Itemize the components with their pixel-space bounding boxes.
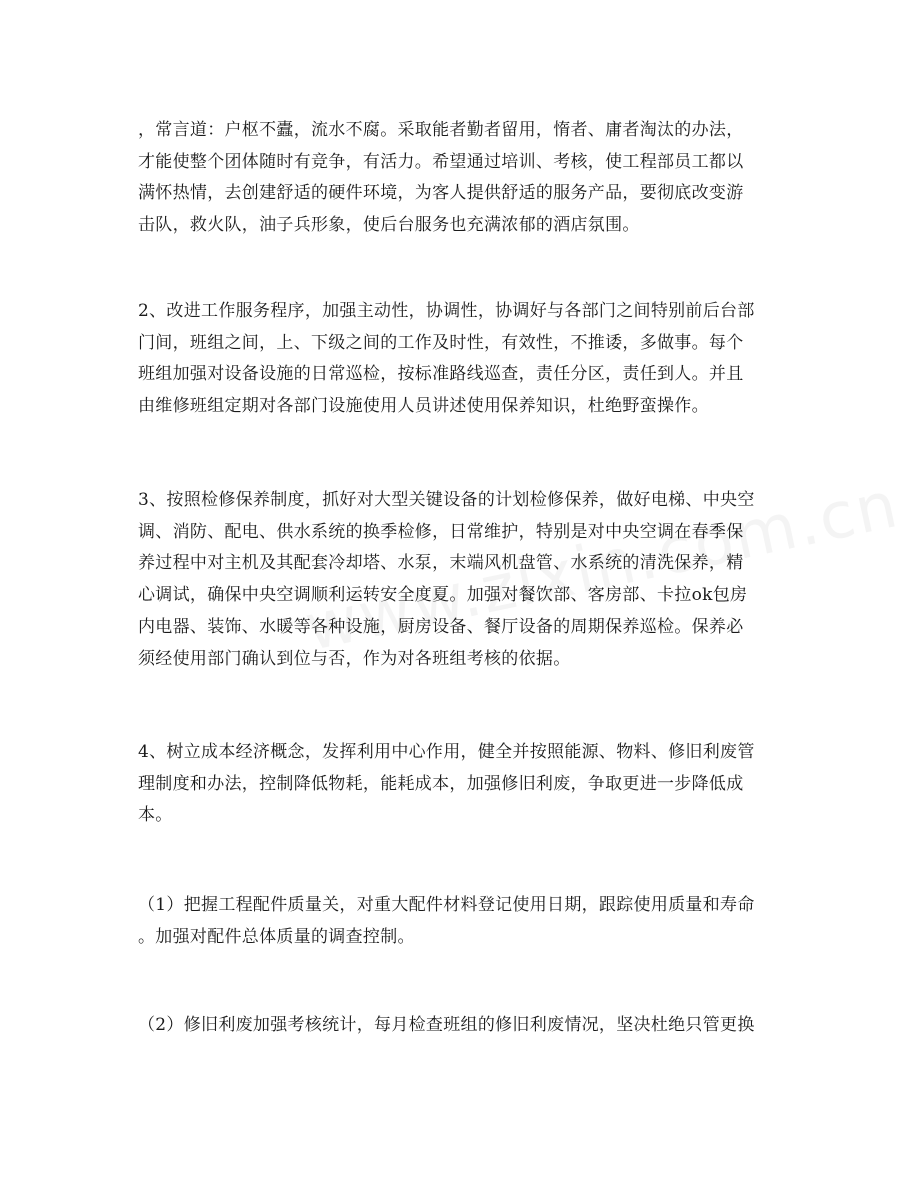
paragraph-item-3 [138, 485, 788, 675]
text-line: 由维修班组定期对各部门设施使用人员讲述使用保养知识，杜绝野蛮操作。 [138, 396, 709, 417]
text-line: 门间，班组之间，上、下级之间的工作及时性，有效性，不推诿，多做事。每个 [138, 332, 744, 353]
text-line: 。加强对配件总体质量的调查控制。 [138, 926, 415, 947]
text-line: 才能使整个团体随时有竞争，有活力。希望通过培训、考核，使工程部员工都以 [138, 151, 744, 172]
text-line: 班组加强对设备设施的日常巡检，按标准路线巡查，责任分区，责任到人。并且 [138, 364, 744, 385]
text-line: （1）把握工程配件质量关，对重大配件材料登记使用日期，跟踪使用质量和寿命 [138, 895, 755, 915]
text-line: 养过程中对主机及其配套冷却塔、水泵，末端风机盘管、水系统的清洗保养，精 [138, 553, 744, 574]
paragraph-subitem-1 [138, 890, 788, 953]
text-line: ，常言道：户枢不蠹，流水不腐。采取能者勤者留用，惰者、庸者淘汰的办法， [138, 120, 744, 140]
text-line: 须经使用部门确认到位与否，作为对各班组考核的依据。 [138, 648, 571, 669]
text-line: 满怀热情，去创建舒适的硬件环境，为客人提供舒适的服务产品，要彻底改变游 [138, 183, 744, 204]
text-line: 内电器、装饰、水暖等各种设施，厨房设备、餐厅设备的周期保养巡检。保养必 [138, 616, 744, 637]
text-line: 心调试，确保中央空调顺利运转安全度夏。加强对餐饮部、客房部、卡拉ok包房 [138, 585, 748, 606]
text-line: 3、按照检修保养制度，抓好对大型关键设备的计划检修保养，做好电梯、中央空 [138, 490, 755, 510]
text-line: 击队，救火队，油子兵形象，使后台服务也充满浓郁的酒店氛围。 [138, 215, 640, 236]
text-line: 理制度和办法，控制降低物耗，能耗成本，加强修旧利废，争取更进一步降低成 [138, 773, 744, 794]
text-line: 2、改进工作服务程序，加强主动性，协调性，协调好与各部门之间特别前后台部 [138, 301, 755, 321]
text-line: （2）修旧利废加强考核统计，每月检查班组的修旧利废情况，坚决杜绝只管更换 [138, 1015, 755, 1035]
text-line: 4、树立成本经济概念，发挥利用中心作用，健全并按照能源、物料、修旧利废管 [138, 742, 755, 762]
paragraph-item-4 [138, 737, 788, 832]
paragraph-intro-continued [138, 115, 788, 242]
text-line: 调、消防、配电、供水系统的换季检修，日常维护，特别是对中央空调在春季保 [138, 521, 744, 542]
paragraph-item-2 [138, 296, 788, 423]
text-line: 本。 [138, 805, 173, 826]
paragraph-subitem-2 [138, 1010, 788, 1042]
